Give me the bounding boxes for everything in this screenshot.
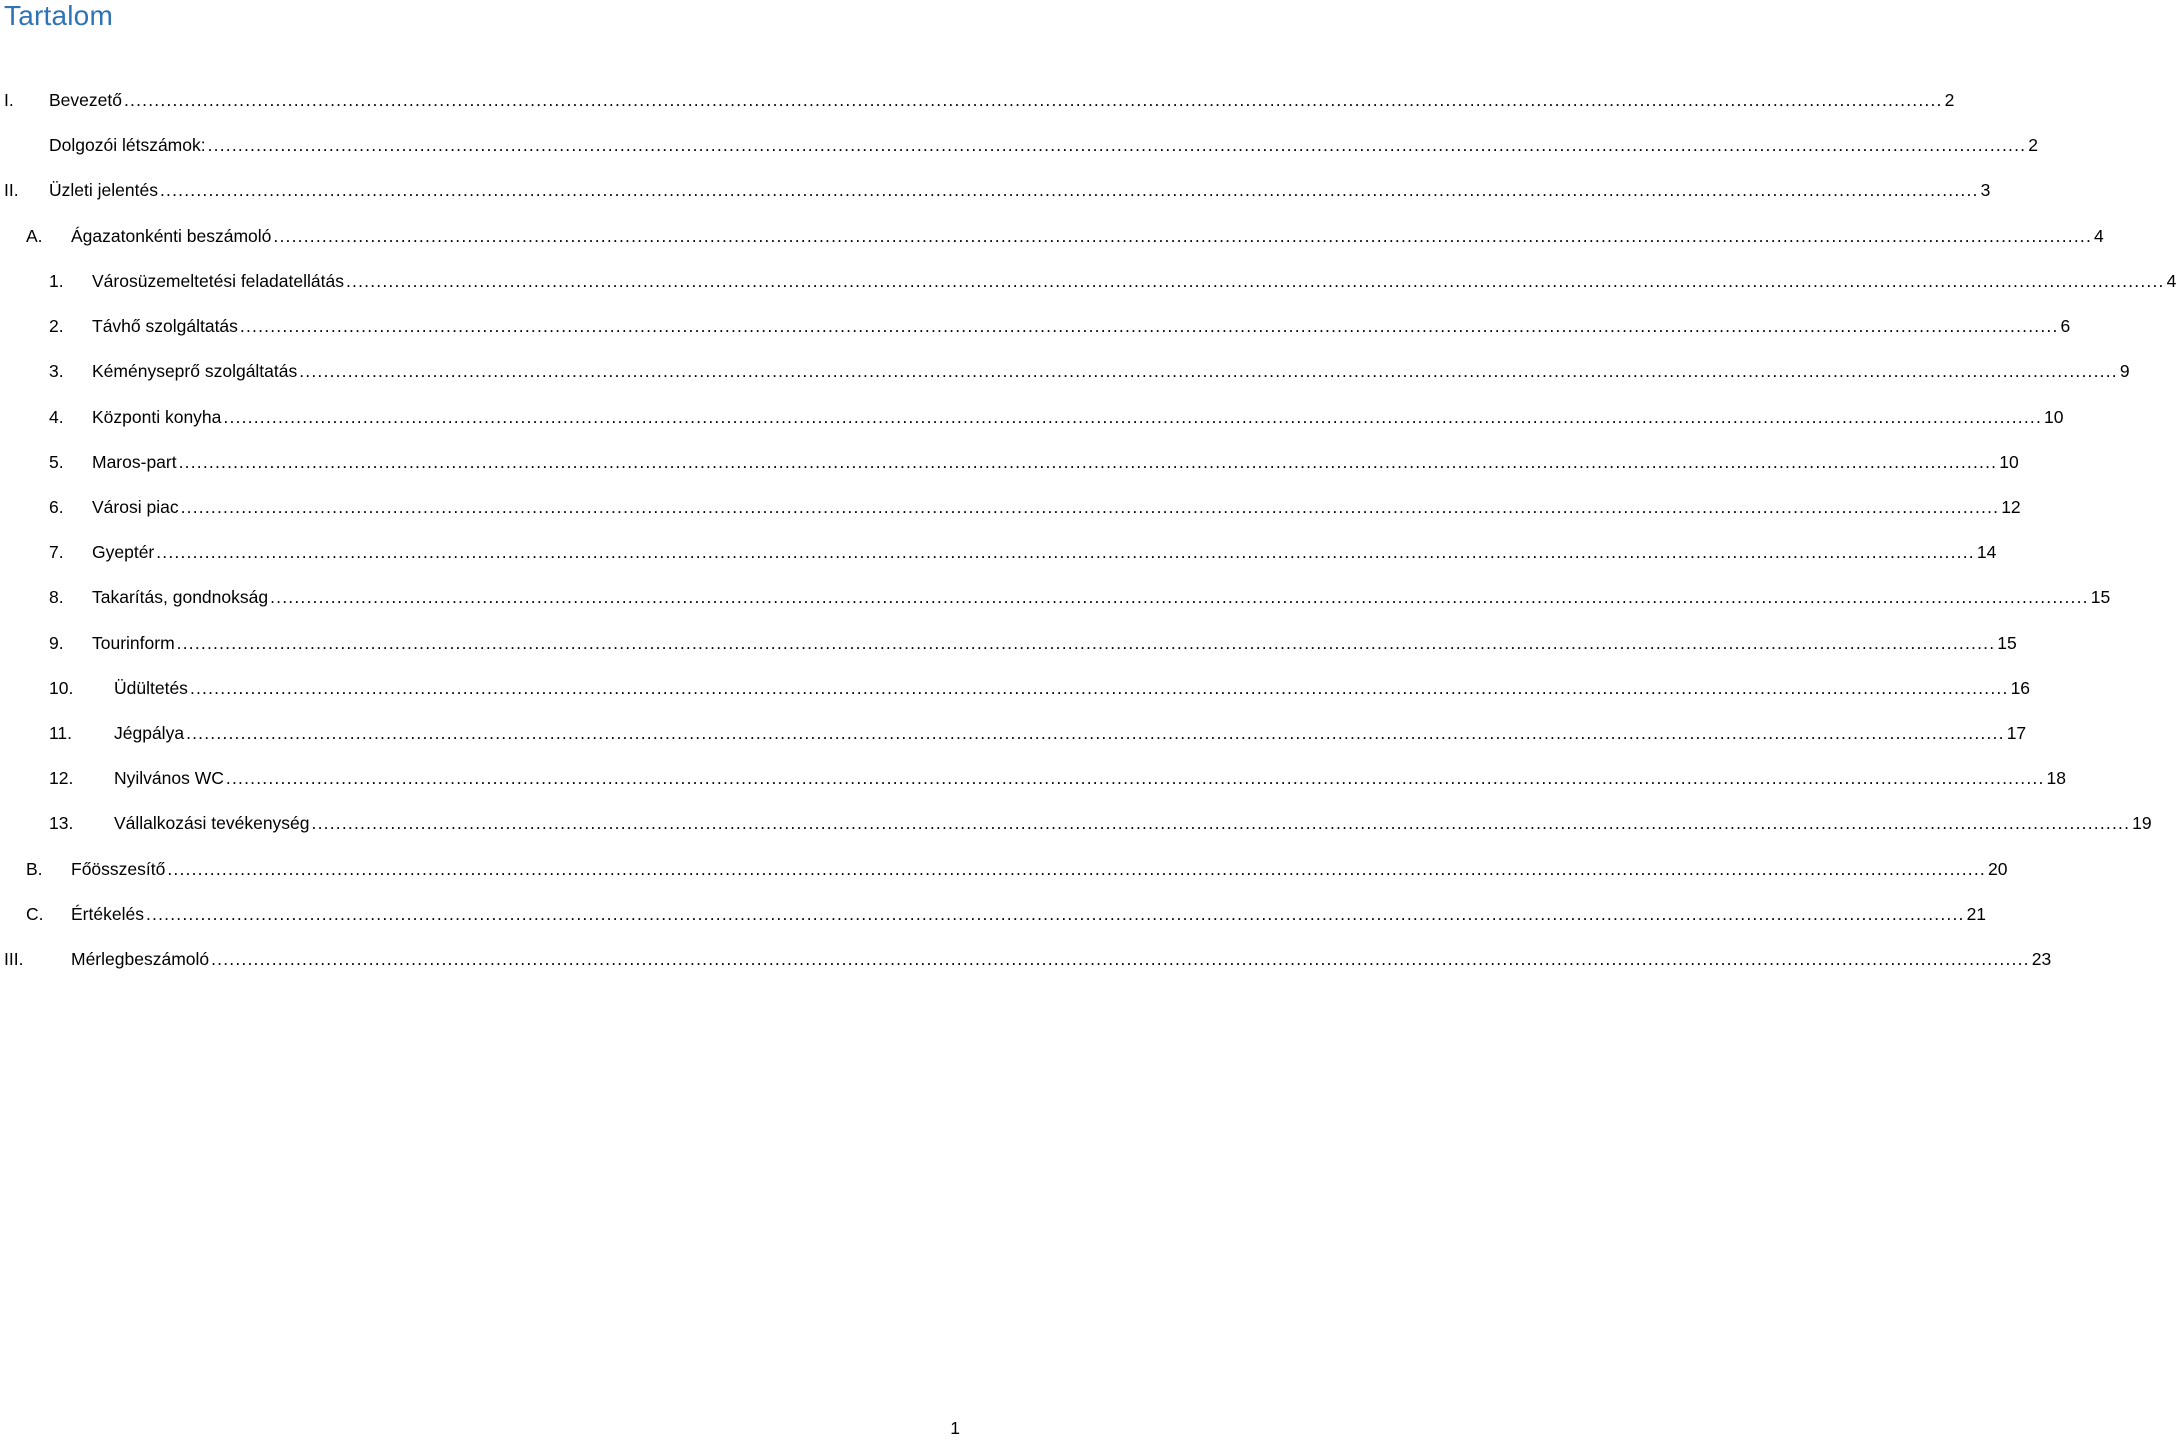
toc-entry-page: 17: [2006, 723, 2027, 743]
toc-entry-number: 9.: [49, 633, 64, 653]
page-number: 1: [950, 1418, 960, 1438]
toc-entry-label: Bevezető: [49, 90, 122, 110]
toc-leader-dots: ............................................................................................................................................................................................................................................................................................................: [345, 271, 2165, 291]
toc-entry-page: 4: [2166, 271, 2176, 291]
toc-entry-number: 11.: [49, 723, 73, 743]
toc-entry[interactable]: [26, 849, 2008, 889]
toc-entry-page: 14: [1976, 542, 1997, 562]
toc-entry-page: 10: [2044, 407, 2064, 427]
toc-leader-dots: ............................................................................................................................................................................................................................................................................................................: [189, 678, 2009, 698]
toc-entry-page: 18: [2046, 768, 2066, 788]
toc-entry-label: Városi piac: [92, 497, 179, 517]
toc-entry-number: I.: [4, 90, 14, 110]
toc-leader-dots: ............................................................................................................................................................................................................................................................................................................: [223, 407, 2043, 427]
toc-entry[interactable]: [49, 397, 2064, 437]
toc-entry[interactable]: [49, 261, 2176, 301]
toc-entry-page: 12: [2001, 497, 2021, 517]
toc-leader-dots: ............................................................................................................................................................................................................................................................................................................: [123, 90, 1943, 110]
toc-entry-page: 23: [2031, 949, 2052, 969]
toc-entry-label: Üdültetés: [114, 678, 188, 698]
toc-entry[interactable]: [49, 125, 2038, 165]
toc-leader-dots: ............................................................................................................................................................................................................................................................................................................: [311, 813, 2131, 833]
toc-entry-number: II.: [4, 180, 19, 200]
toc-entry[interactable]: [49, 577, 2111, 617]
toc-entry-number: 7.: [49, 542, 64, 562]
toc-entry-label: Dolgozói létszámok:: [49, 135, 206, 155]
toc-entry-label: Kéményseprő szolgáltatás: [92, 361, 298, 381]
toc-entry-number: 13.: [49, 813, 74, 833]
toc-entry-number: 5.: [49, 452, 64, 472]
toc-entry-number: 8.: [49, 587, 64, 607]
toc-entry[interactable]: [4, 170, 1991, 210]
toc-entry[interactable]: [26, 216, 2104, 256]
toc-leader-dots: ............................................................................................................................................................................................................................................................................................................: [178, 452, 1998, 472]
toc-entry-number: 1.: [49, 271, 64, 291]
toc-entry[interactable]: [49, 668, 2031, 708]
toc-entry[interactable]: [49, 306, 2071, 346]
toc-entry[interactable]: [4, 80, 1955, 120]
toc-entry[interactable]: [4, 939, 2052, 979]
toc-entry-number: 3.: [49, 361, 64, 381]
toc-entry[interactable]: [49, 803, 2152, 843]
toc-leader-dots: ............................................................................................................................................................................................................................................................................................................: [180, 497, 2000, 517]
toc-leader-dots: ............................................................................................................................................................................................................................................................................................................: [167, 859, 1986, 879]
toc-leader-dots: ............................................................................................................................................................................................................................................................................................................: [299, 361, 2118, 381]
toc-entry-label: Értékelés: [71, 904, 144, 924]
toc-entry-label: Ágazatonkénti beszámoló: [71, 226, 272, 246]
toc-entry-label: Üzleti jelentés: [49, 180, 158, 200]
toc-leader-dots: ............................................................................................................................................................................................................................................................................................................: [211, 949, 2030, 969]
toc-entry-label: Központi konyha: [92, 407, 222, 427]
toc-entry-number: 12.: [49, 768, 74, 788]
toc-entry-number: 4.: [49, 407, 64, 427]
toc-leader-dots: ............................................................................................................................................................................................................................................................................................................: [207, 135, 2027, 155]
toc-leader-dots: ............................................................................................................................................................................................................................................................................................................: [176, 633, 1996, 653]
toc-entry-number: C.: [26, 904, 44, 924]
toc-entry-page: 10: [1999, 452, 2019, 472]
toc-entry-page: 21: [1966, 904, 1987, 924]
toc-entry-label: Főösszesítő: [71, 859, 166, 879]
toc-entry-page: 15: [1997, 633, 2017, 653]
toc-entry-label: Gyeptér: [92, 542, 155, 562]
toc-leader-dots: ............................................................................................................................................................................................................................................................................................................: [239, 316, 2059, 336]
toc-leader-dots: ............................................................................................................................................................................................................................................................................................................: [270, 587, 2089, 607]
toc-entry-page: 4: [2094, 226, 2104, 246]
toc-entry-page: 3: [1980, 180, 1991, 200]
toc-leader-dots: ............................................................................................................................................................................................................................................................................................................: [145, 904, 1965, 924]
toc-entry[interactable]: [49, 442, 2019, 482]
toc-entry[interactable]: [49, 758, 2066, 798]
toc-entry[interactable]: [49, 487, 2021, 527]
toc-entry-number: 2.: [49, 316, 64, 336]
toc-entry-number: III.: [4, 949, 24, 969]
toc-entry-page: 2: [2028, 135, 2038, 155]
toc-entry-page: 15: [2090, 587, 2111, 607]
toc-entry-label: Városüzemeltetési feladatellátás: [92, 271, 344, 291]
toc-entry-page: 16: [2010, 678, 2031, 698]
toc-entry-page: 19: [2132, 813, 2152, 833]
toc-entry-label: Maros-part: [92, 452, 177, 472]
toc-entry[interactable]: [49, 351, 2130, 391]
toc-entry-number: 6.: [49, 497, 64, 517]
toc-entry-label: Mérlegbeszámoló: [71, 949, 210, 969]
toc-entry[interactable]: [49, 623, 2017, 663]
toc-entry[interactable]: [49, 532, 1997, 572]
toc-entry-page: 2: [1944, 90, 1955, 110]
toc-entry-number: A.: [26, 226, 43, 246]
toc-entry-page: 20: [1987, 859, 2008, 879]
toc-leader-dots: ............................................................................................................................................................................................................................................................................................................: [273, 226, 2093, 246]
toc-leader-dots: ............................................................................................................................................................................................................................................................................................................: [159, 180, 1979, 200]
toc-entry-number: B.: [26, 859, 43, 879]
toc-leader-dots: ............................................................................................................................................................................................................................................................................................................: [156, 542, 1975, 562]
toc-entry[interactable]: [26, 894, 1987, 934]
toc-entry-label: Tourinform: [92, 633, 175, 653]
toc-entry-page: 9: [2119, 361, 2130, 381]
toc-title: Tartalom: [4, 0, 113, 31]
toc-entry-label: Távhő szolgáltatás: [92, 316, 238, 336]
toc-entry-label: Takarítás, gondnokság: [92, 587, 269, 607]
toc-entry-label: Jégpálya: [114, 723, 185, 743]
toc-leader-dots: ............................................................................................................................................................................................................................................................................................................: [225, 768, 2045, 788]
toc-entry-page: 6: [2060, 316, 2071, 336]
toc-entry-label: Vállalkozási tevékenység: [114, 813, 310, 833]
toc-entry-label: Nyilvános WC: [114, 768, 224, 788]
toc-entry[interactable]: [49, 713, 2027, 753]
toc-leader-dots: ............................................................................................................................................................................................................................................................................................................: [186, 723, 2005, 743]
toc-entry-number: 10.: [49, 678, 74, 698]
